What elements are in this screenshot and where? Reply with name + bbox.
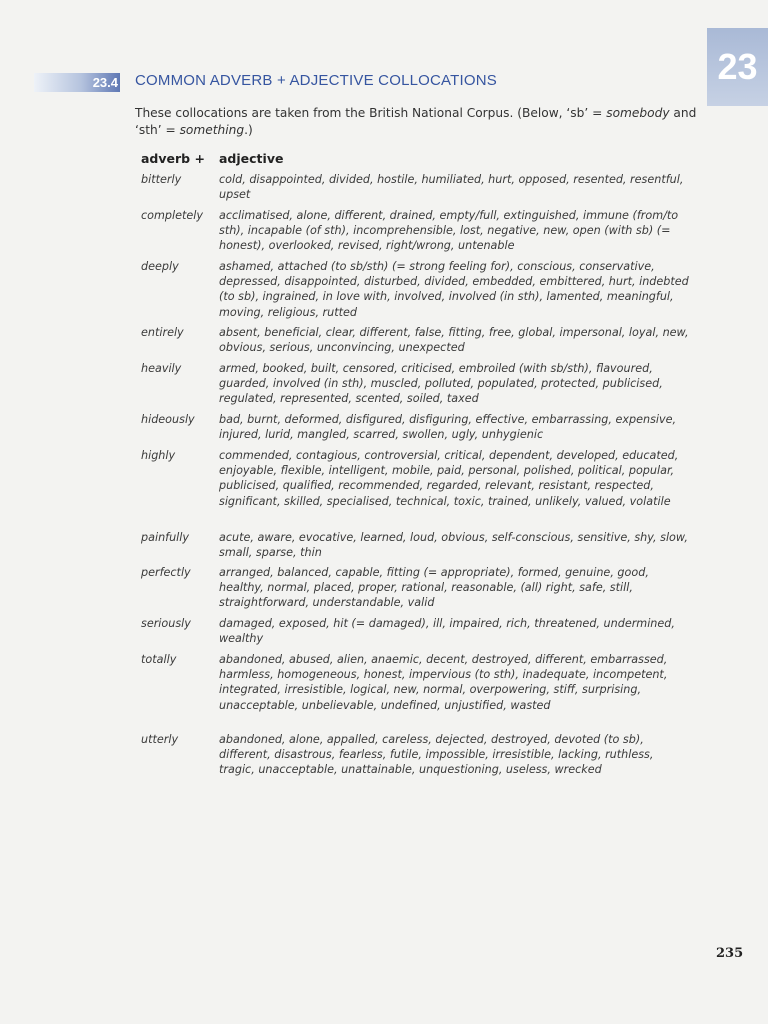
adverb: utterly <box>141 733 179 746</box>
intro-paragraph <box>135 105 705 139</box>
adverb: deeply <box>141 260 179 273</box>
adjective-list: acute, aware, evocative, learned, loud, obvious, self-conscious, sensitive, shy, slow, small, sparse, thin <box>219 531 688 560</box>
adverb: highly <box>141 449 176 462</box>
section-title: COMMON ADVERB + ADJECTIVE COLLOCATIONS <box>135 72 497 89</box>
adjective-list: bad, burnt, deformed, disfigured, disfiguring, effective, embarrassing, expensive, injured, lurid, mangled, scarred, swollen, ugly, unhygienic <box>219 413 677 442</box>
header-adverb: adverb + <box>141 151 205 166</box>
adjective-list: abandoned, alone, appalled, careless, dejected, destroyed, devoted (to sb), different, disastrous, fearless, futile, impossible, irresistible, lacking, ruthless, tragic, unacceptable, unattainable, unquestioning, useless, wrecked <box>219 733 654 777</box>
intro-em-somebody: somebody <box>606 106 670 120</box>
adjective-list: arranged, balanced, capable, fitting (= appropriate), formed, genuine, good, healthy, normal, placed, proper, rational, reasonable, (all) right, safe, still, straightforward, understandable, valid <box>219 566 649 610</box>
intro-text-1: These collocations are taken from the British National Corpus. (Below, ‘sb’ = <box>135 106 607 120</box>
adverb: totally <box>141 653 177 666</box>
section-number: 23.4 <box>92 75 118 90</box>
adverb: painfully <box>141 531 190 544</box>
adverb: heavily <box>141 362 182 375</box>
adverb: bitterly <box>141 173 182 186</box>
adjective-list: armed, booked, built, censored, criticised, embroiled (with sb/sth), flavoured, guarded, involved (in sth), muscled, polluted, populated, protected, publicised, regulated, represented, scented, soiled, taxed <box>219 362 663 406</box>
intro-em-something: something <box>179 123 245 137</box>
chapter-tab: 23 <box>707 28 768 106</box>
adverb: perfectly <box>141 566 191 579</box>
adjective-list: absent, beneficial, clear, different, false, fitting, free, global, impersonal, loyal, new, obvious, serious, unconvincing, unexpected <box>219 326 689 355</box>
adjective-list: cold, disappointed, divided, hostile, humiliated, hurt, opposed, resented, resentful, upset <box>219 173 684 202</box>
adverb: seriously <box>141 617 191 630</box>
adjective-list: ashamed, attached (to sb/sth) (= strong feeling for), conscious, conservative, depressed, disappointed, disturbed, divided, embedded, embittered, hurt, indebted (to sb), ingrained, in love with, involved, involved (in sth), lamented, meaningful, moving, religious, rutted <box>219 260 689 319</box>
adjective-list: damaged, exposed, hit (= damaged), ill, impaired, rich, threatened, undermined, wealthy <box>219 617 675 646</box>
intro-text-3: .) <box>244 123 253 137</box>
header-adjective: adjective <box>219 151 284 166</box>
adverb: hideously <box>141 413 195 426</box>
adjective-list: commended, contagious, controversial, critical, dependent, developed, educated, enjoyable, flexible, intelligent, mobile, paid, personal, polished, political, popular, publicised, qualified, recommended, regarded, relevant, resistant, respected, significant, skilled, specialised, technical, toxic, trained, unlikely, valued, volatile <box>219 449 679 508</box>
adjective-list: acclimatised, alone, different, drained, empty/full, extinguished, immune (from/to sth), incapable (of sth), incomprehensible, lost, negative, new, open (with sb) (= honest), overlooked, revised, right/wrong, untenable <box>219 209 679 253</box>
adverb: entirely <box>141 326 184 339</box>
page-number: 235 <box>716 946 744 961</box>
adverb: completely <box>141 209 203 222</box>
adjective-list: abandoned, abused, alien, anaemic, decent, destroyed, different, embarrassed, harmless, homogeneous, honest, impervious (to sth), inadequate, incompetent, integrated, irresistible, logical, new, normal, overpowering, stiff, surprising, unacceptable, unbelievable, undefined, unjustified, wasted <box>219 653 668 712</box>
intro-text-2: and ‘sth’ = <box>135 106 697 137</box>
